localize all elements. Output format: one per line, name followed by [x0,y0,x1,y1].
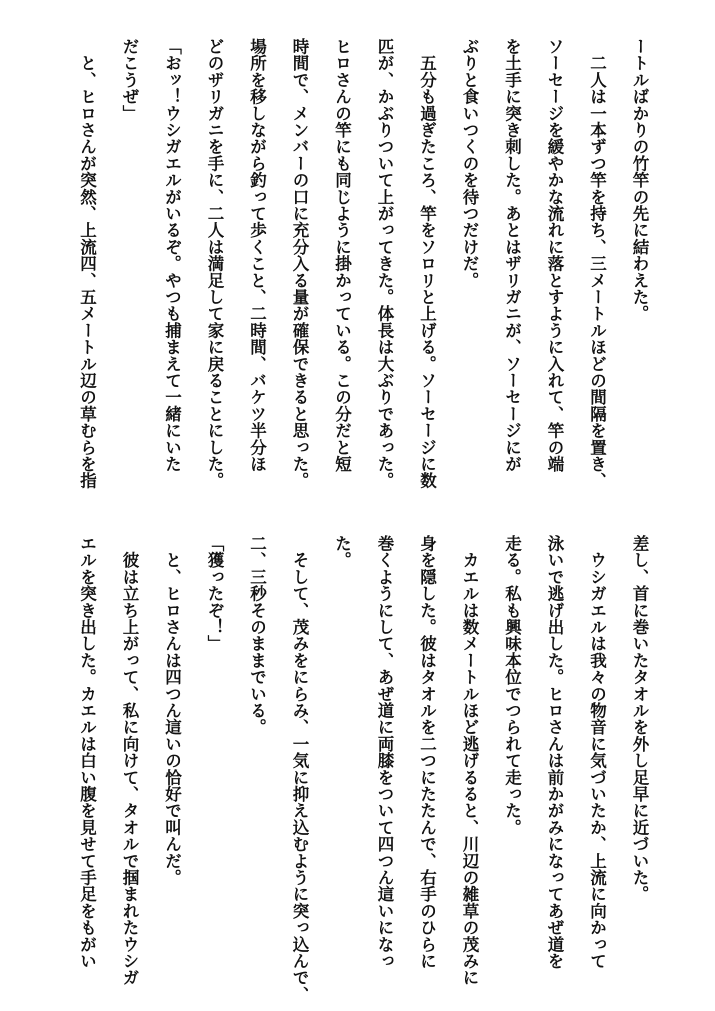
text-line: ウシガエルは我々の物音に気づいたか、上流に向かって [587,535,607,970]
text-line: ぶりと食いつくのを待つだけだ。 [460,38,479,289]
text-line: 匹が、かぶりついて上がってきた。体長は大ぶりであった。 [375,38,394,489]
text-line: 走る。私も興味本位でつられて走った。 [502,535,522,836]
text-line: 差し、首に巻いたタオルを外し足早に近づいた。 [630,535,649,903]
text-line: 場所を移しながら釣って歩くこと、二時間、バケツ半分ほ [247,38,267,473]
text-line: どのザリガニを手に、二人は満足して家に戻ることにした。 [205,38,224,489]
text-line: 巻くようにして、あぜ道に両膝をついて四つん這いになっ [375,535,394,970]
text-line: エルを突き出した。カエルは白い腹を見せて手足をもがい [77,535,97,970]
upper-text-block [65,38,660,488]
text-line: カエルは数メートルほど逃げるると、川辺の雑草の茂みに [460,535,479,986]
text-line: 泳いで逃げ出した。ヒロさんは前かがみになってあぜ道を [545,535,564,970]
text-line: 五分も過ぎたころ、竿をソロリと上げる。ソーセージに数 [417,38,437,489]
text-line: だこうぜ」 [120,38,139,122]
text-line: 二、三秒そのままでいる。 [247,535,267,736]
text-line: と、ヒロさんが突然、上流四、五メートル辺の草むらを指 [77,38,97,489]
text-line: ートルばかりの竹竿の先に結わえた。 [630,38,649,322]
text-line: 彼は立ち上がって、私に向けて、タオルで掴まれたウシガ [120,535,139,986]
text-line: そして、茂みをにらみ、一気に抑え込むように突っ込んで、 [290,535,309,1003]
text-line: 「獲ったぞ！」 [205,535,224,652]
text-line: 「おッ！ウシガエルがいるぞ。やつも捕まえて一緒にいた [162,38,182,473]
text-line: ヒロさんの竿にも同じように掛かっている。この分だと短 [332,38,352,473]
text-line: 時間で、メンバーの口に充分入る量が確保できると思った。 [290,38,309,489]
text-line: と、ヒロさんは四つん這いの恰好で叫んだ。 [162,535,182,886]
lower-text-block [65,535,660,1003]
text-line: 身を隠した。彼はタオルを二つにたたんで、右手のひらに [417,535,437,970]
text-line: た。 [332,535,352,569]
text-line: ソーセージを緩やかな流れに落とすように入れて、竿の端 [545,38,564,473]
text-line: を土手に突き刺した。あとはザリガニが、ソーセージにが [502,38,522,473]
text-line: 二人は一本ずつ竿を持ち、三メートルほどの間隔を置き、 [587,38,607,489]
